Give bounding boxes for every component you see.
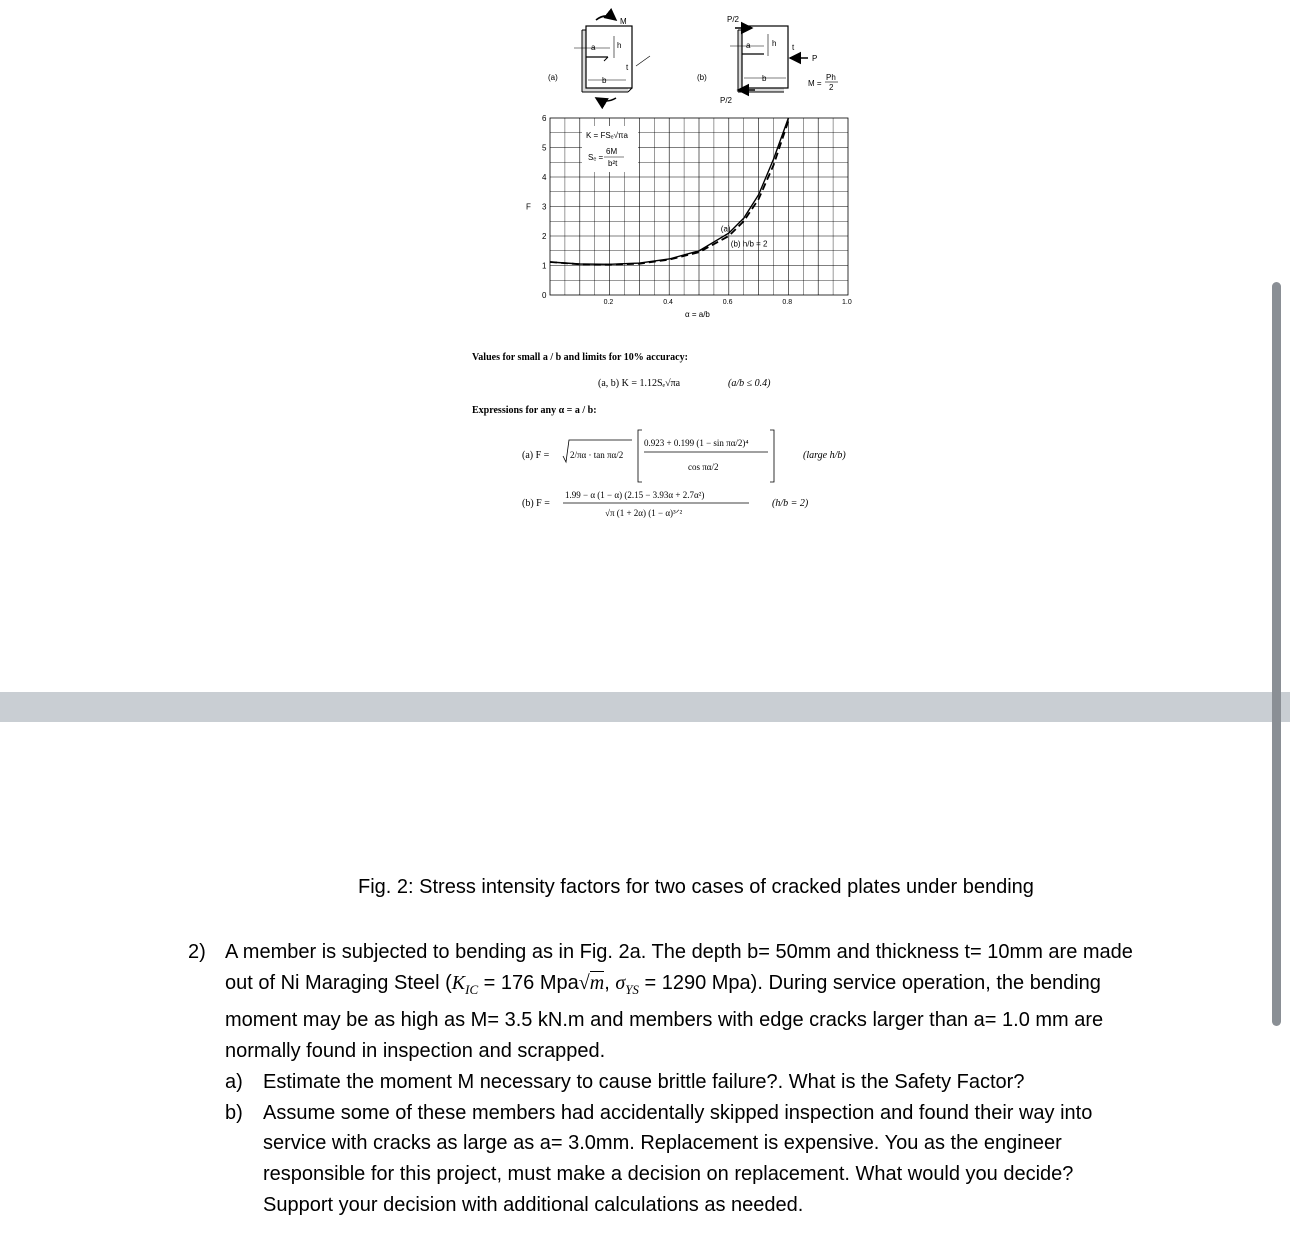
eq-a-denominator: cos πα/2 [688,462,719,472]
question-body [225,937,1148,1067]
panel-b-load-bottom: P/2 [720,96,733,105]
eq-a-numerator: 0.923 + 0.199 (1 − sin πα/2)⁴ [644,438,749,448]
eq-b-condition: (h/b = 2) [772,498,809,509]
sqrt-m: m [589,971,605,994]
panel-b-dim-b: b [762,74,767,83]
y-tick-label: 4 [542,173,547,182]
legend-s-den: b²t [608,159,618,168]
panel-b-label: (b) [697,73,707,82]
panel-b-dim-a: a [746,41,751,50]
curve-a-label: (a) [720,224,731,234]
question-text-4: = 1290 Mpa). During service operation, the bending moment may be as high as M= 3.5 kN.m and members with edge cracks larger than a= 1.0 mm are normally found in inspection and scrapped. [225,971,1104,1063]
legend-k-formula: K = FSₑ√πa [586,131,629,140]
x-tick-label: 0.2 [603,299,614,306]
x-tick-label: 1.0 [842,299,852,306]
panel-b-moment-eq: M = [808,79,822,88]
panel-b-moment-den: 2 [829,83,834,92]
question-item-b [225,1098,1148,1221]
y-tick-label: 2 [542,232,547,241]
y-tick-label: 5 [542,143,547,153]
curve-b-label: (b) h/b = 2 [730,239,768,249]
panel-b-load-side: P [812,54,818,63]
y-tick-label: 1 [542,261,547,271]
chart-legend [582,126,638,172]
x-axis-label: α = a/b [685,310,710,319]
item-a-text: Estimate the moment M necessary to cause brittle failure?. What is the Safety Factor? [263,1070,1025,1093]
page-break-band [0,692,1290,722]
expressions-heading: Expressions for any α = a / b: [472,405,597,416]
panel-b-load-top: P/2 [727,15,740,24]
legend-s-num: 6M [606,147,618,156]
question-text-3: , [604,971,616,994]
y-tick-label: 0 [542,291,547,300]
question-text-2: = 176 Mpa [478,971,579,994]
sigma-symbol: σ [615,971,626,994]
question-number: 2) [188,941,206,963]
formula-block [472,352,846,518]
panel-b-moment-num: Ph [826,73,836,82]
panel-b-dim-h: h [772,39,777,48]
eq-b-label: (b) F = [522,498,550,509]
panel-a-dim-a: a [591,43,596,52]
panel-a-label: (a) [548,73,558,82]
panel-a-dim-h: h [617,41,622,50]
panel-b-dim-t: t [792,43,795,52]
panel-b-diagram [697,15,838,105]
sigma-subscript: YS [625,981,639,997]
figure-caption: Fig. 2: Stress intensity factors for two cases of cracked plates under bending [358,876,1034,898]
eq-a-label: (a) F = [522,450,550,461]
panel-a-dim-t: t [626,63,629,72]
x-tick-label: 0.8 [782,299,793,306]
y-tick-label: 3 [542,202,547,212]
kic-subscript: IC [465,981,479,997]
question-text-1: A member is subjected to bending as in Fig. 2a. The depth b= 50mm and thickness t= 10mm are made out of Ni Maraging Steel ( [225,941,1133,994]
small-alpha-formula: (a, b) K = 1.12Sₑ√πa [598,378,681,389]
eq-a-sqrt-term: 2/πα · tan πα/2 [570,450,624,460]
item-b-label: b) [225,1101,243,1124]
vertical-scrollbar[interactable] [1272,282,1281,1026]
f-vs-alpha-chart [526,114,852,319]
legend-s-lhs: Sₑ = [588,153,604,162]
sqrt-sign: √ [578,971,590,994]
panel-a-diagram [548,16,650,101]
item-b-text: Assume some of these members had accidentally skipped inspection and found their way into service with cracks as large as a= 3.0mm. Replacement is expensive. You as the engineer responsible for this project, must make a decision on replacement. What would you decide? Support your decision with additional calculations as needed. [263,1101,1093,1216]
question-item-a [225,1067,1148,1098]
x-tick-label: 0.4 [663,299,673,306]
y-tick-label: 6 [542,114,547,123]
eq-a-condition: (large h/b) [803,450,846,461]
question-2 [188,937,1148,1220]
y-axis-label: F [526,202,531,212]
item-a-label: a) [225,1070,243,1093]
panel-a-moment: M [620,17,627,26]
panel-a-dim-b: b [602,76,607,85]
eq-b-denominator: √π (1 + 2α) (1 − α)³ᐟ² [605,508,683,518]
values-heading: Values for small a / b and limits for 10% accuracy: [472,352,688,363]
x-tick-label: 0.6 [722,299,733,306]
eq-b-numerator: 1.99 − α (1 − α) (2.15 − 3.93α + 2.7α²) [565,490,705,500]
small-alpha-limit: (a/b ≤ 0.4) [728,378,771,389]
kic-symbol: K [451,971,466,994]
